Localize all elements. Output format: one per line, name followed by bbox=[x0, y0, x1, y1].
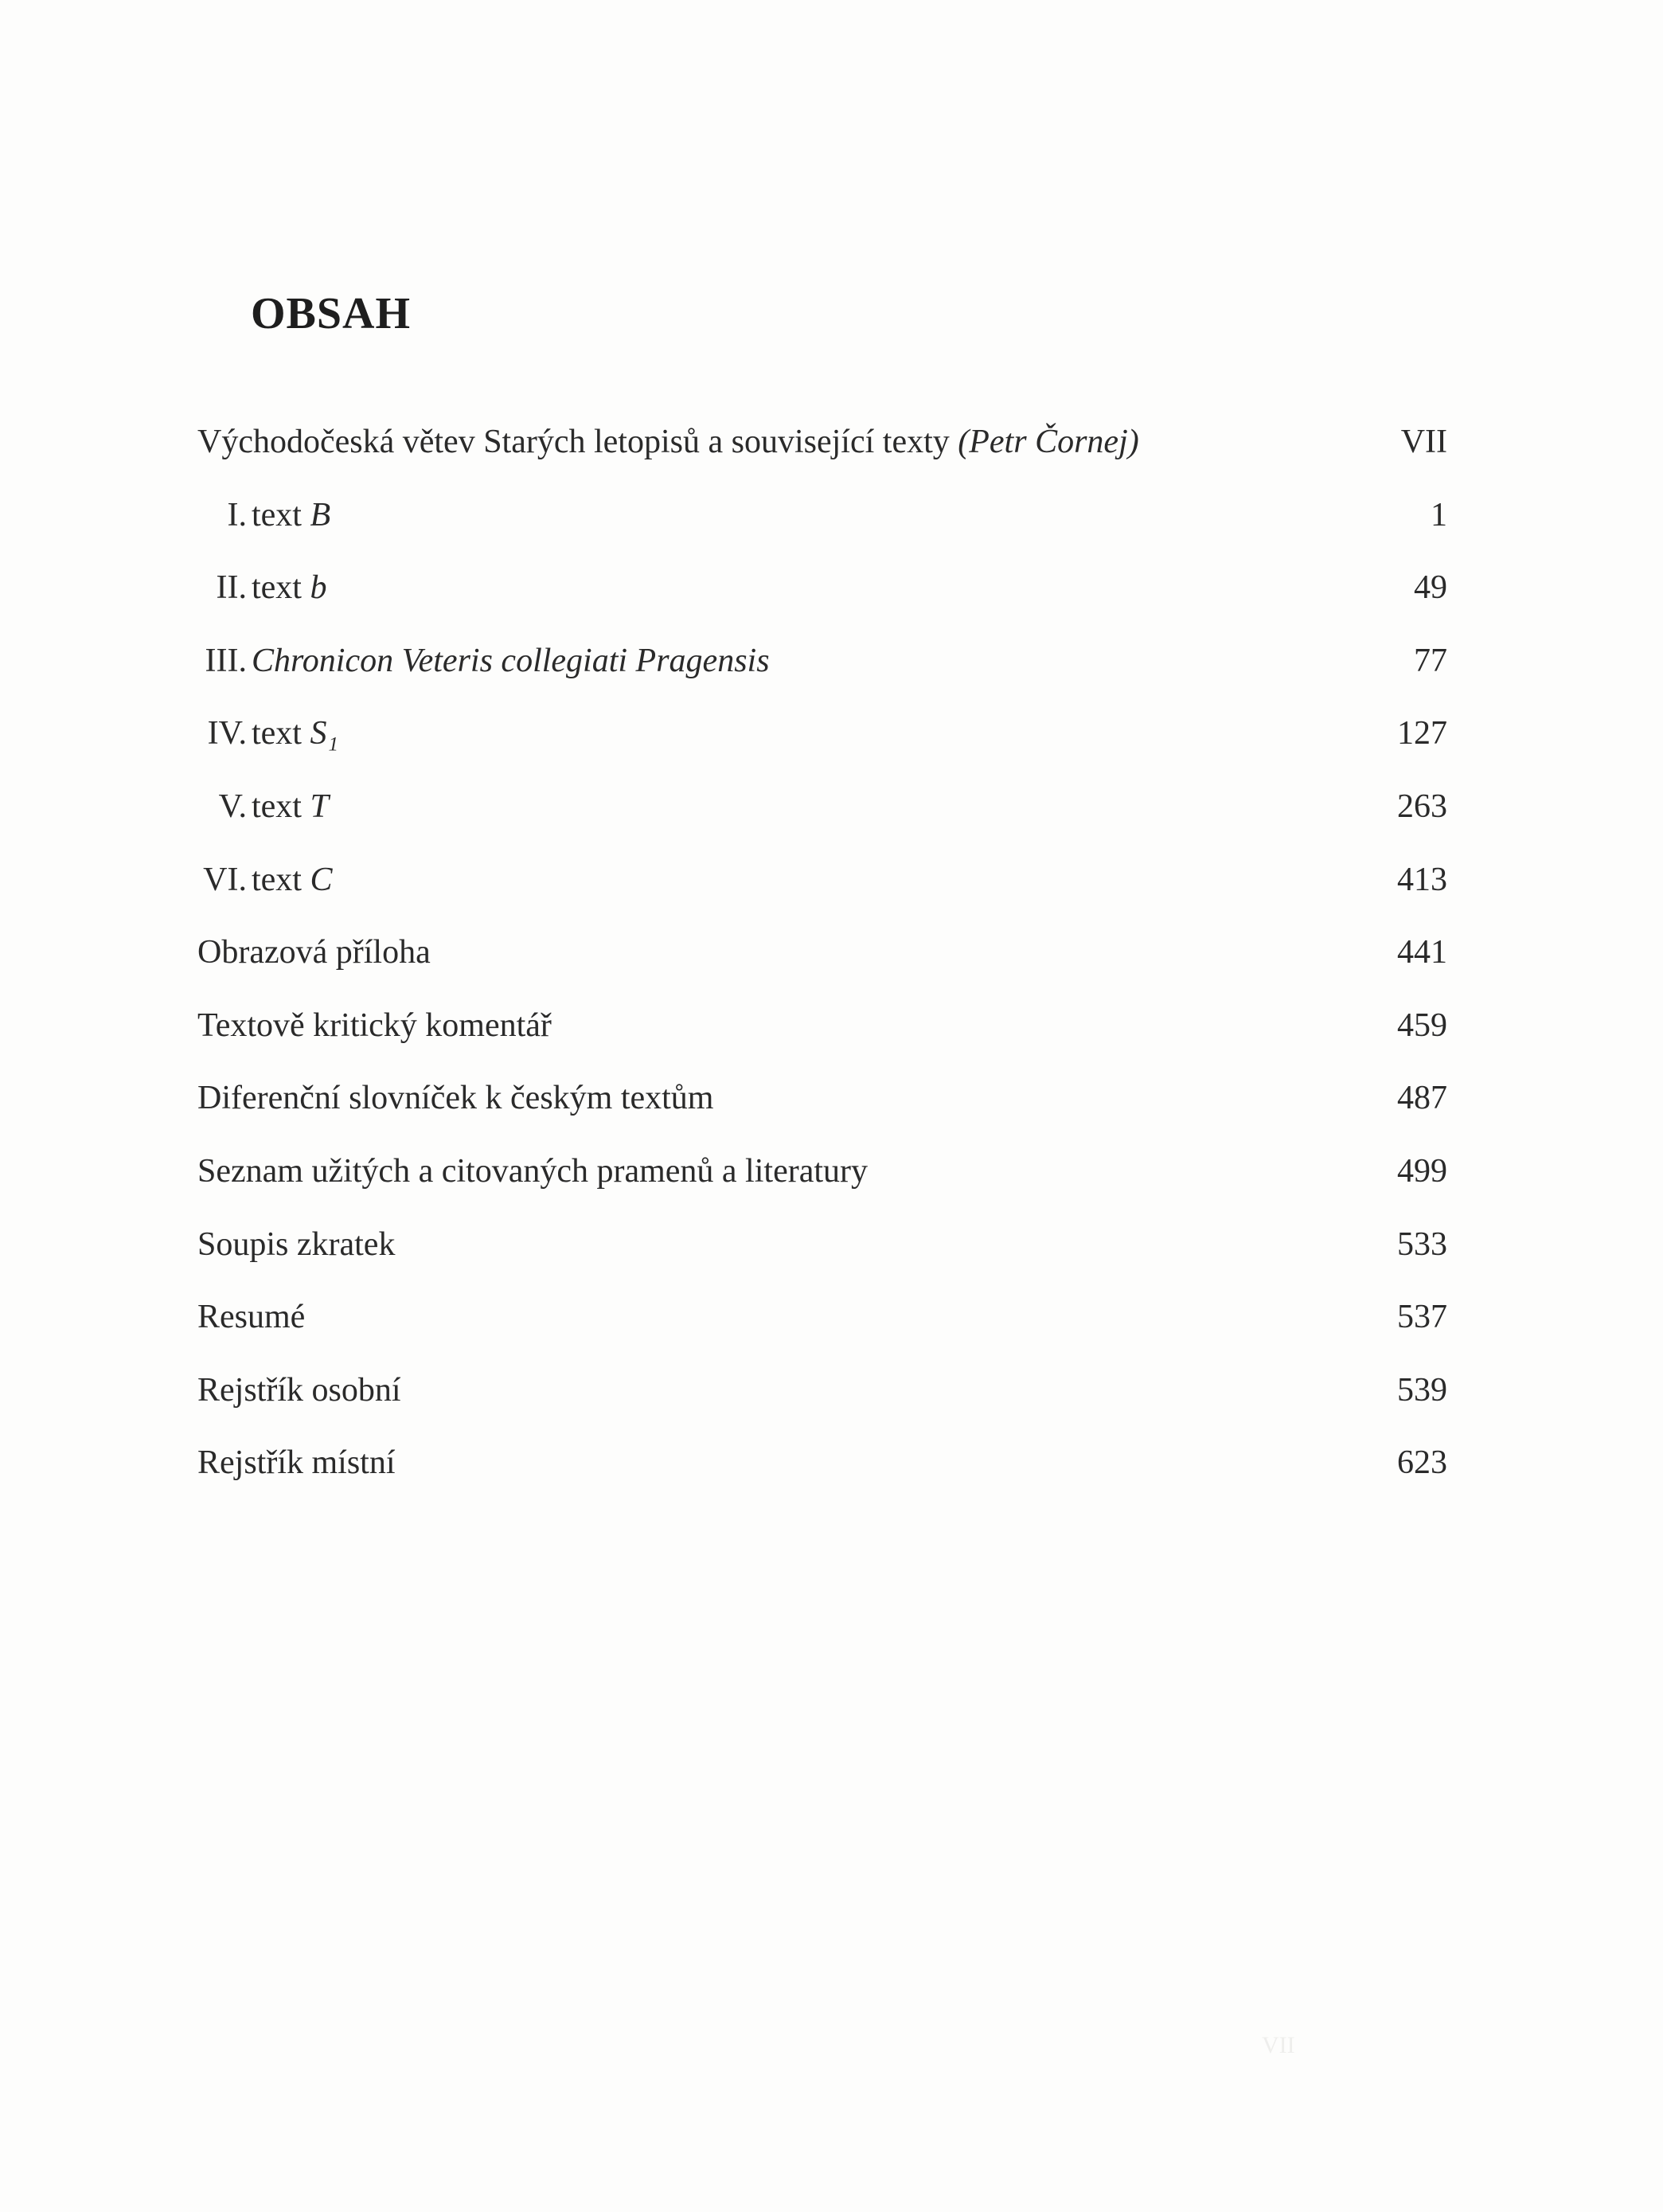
toc-entry bbox=[197, 928, 1447, 1002]
toc-entry bbox=[197, 564, 1447, 637]
toc-entry-page: 537 bbox=[1397, 1299, 1447, 1336]
toc-entry bbox=[197, 1002, 1447, 1075]
toc-entry bbox=[197, 1366, 1447, 1440]
toc-entry-title: Textově kritický komentář bbox=[197, 1006, 552, 1044]
toc-entry-page: 1 bbox=[1431, 496, 1447, 533]
toc-entry bbox=[197, 418, 1447, 491]
toc-entry-title: Soupis zkratek bbox=[197, 1225, 396, 1263]
page-number: VII bbox=[1262, 2032, 1295, 2058]
toc-entry bbox=[197, 709, 1447, 783]
toc-entry-title: Chronicon Veteris collegiati Pragensis bbox=[252, 642, 770, 679]
toc-entry-number: III. bbox=[205, 642, 247, 679]
toc-entry-page: 499 bbox=[1397, 1152, 1447, 1190]
toc-entry-page: 441 bbox=[1397, 934, 1447, 971]
toc-entry-page: 263 bbox=[1397, 787, 1447, 825]
toc-entry bbox=[197, 856, 1447, 929]
toc-entry-title: text C bbox=[252, 861, 333, 898]
toc-entry-title: text b bbox=[252, 569, 327, 607]
toc-entry-title: text S₁ bbox=[252, 715, 339, 752]
toc-entry-page: VII bbox=[1400, 424, 1447, 460]
toc-entry-title: Rejstřík místní bbox=[197, 1444, 396, 1482]
table-of-contents bbox=[197, 418, 1447, 1512]
toc-entry-page: 533 bbox=[1397, 1225, 1447, 1263]
toc-entry-number: IV. bbox=[207, 715, 247, 752]
toc-entry-page: 623 bbox=[1397, 1444, 1447, 1482]
toc-entry-number: I. bbox=[227, 496, 247, 533]
toc-entry-page: 49 bbox=[1414, 569, 1447, 607]
toc-entry-page: 487 bbox=[1397, 1080, 1447, 1117]
toc-entry-title: Obrazová příloha bbox=[197, 934, 431, 971]
toc-entry-title: Resumé bbox=[197, 1299, 306, 1336]
toc-entry-number: II. bbox=[216, 569, 247, 607]
toc-entry bbox=[197, 1439, 1447, 1512]
toc-entry-title: Seznam užitých a citovaných pramenů a literatury bbox=[197, 1152, 868, 1190]
toc-entry-number: VI. bbox=[203, 861, 247, 898]
toc-entry-page: 77 bbox=[1414, 642, 1447, 679]
toc-entry-page: 127 bbox=[1397, 715, 1447, 752]
page-title: OBSAH bbox=[251, 289, 412, 338]
toc-entry-title: Diferenční slovníček k českým textům bbox=[197, 1080, 714, 1117]
toc-entry bbox=[197, 491, 1447, 565]
toc-entry-page: 459 bbox=[1397, 1006, 1447, 1044]
toc-entry-number: V. bbox=[218, 787, 247, 825]
toc-entry bbox=[197, 783, 1447, 856]
toc-entry bbox=[197, 1221, 1447, 1294]
toc-entry bbox=[197, 1074, 1447, 1147]
toc-entry bbox=[197, 1293, 1447, 1366]
toc-entry-title: Rejstřík osobní bbox=[197, 1371, 401, 1409]
toc-entry bbox=[197, 637, 1447, 710]
toc-entry bbox=[197, 1147, 1447, 1221]
toc-entry-title: text B bbox=[252, 496, 331, 533]
toc-entry-title: Východočeská větev Starých letopisů a související texty (Petr Čornej) bbox=[197, 424, 1139, 460]
toc-entry-page: 539 bbox=[1397, 1371, 1447, 1409]
toc-entry-title: text T bbox=[252, 787, 329, 825]
toc-entry-page: 413 bbox=[1397, 861, 1447, 898]
